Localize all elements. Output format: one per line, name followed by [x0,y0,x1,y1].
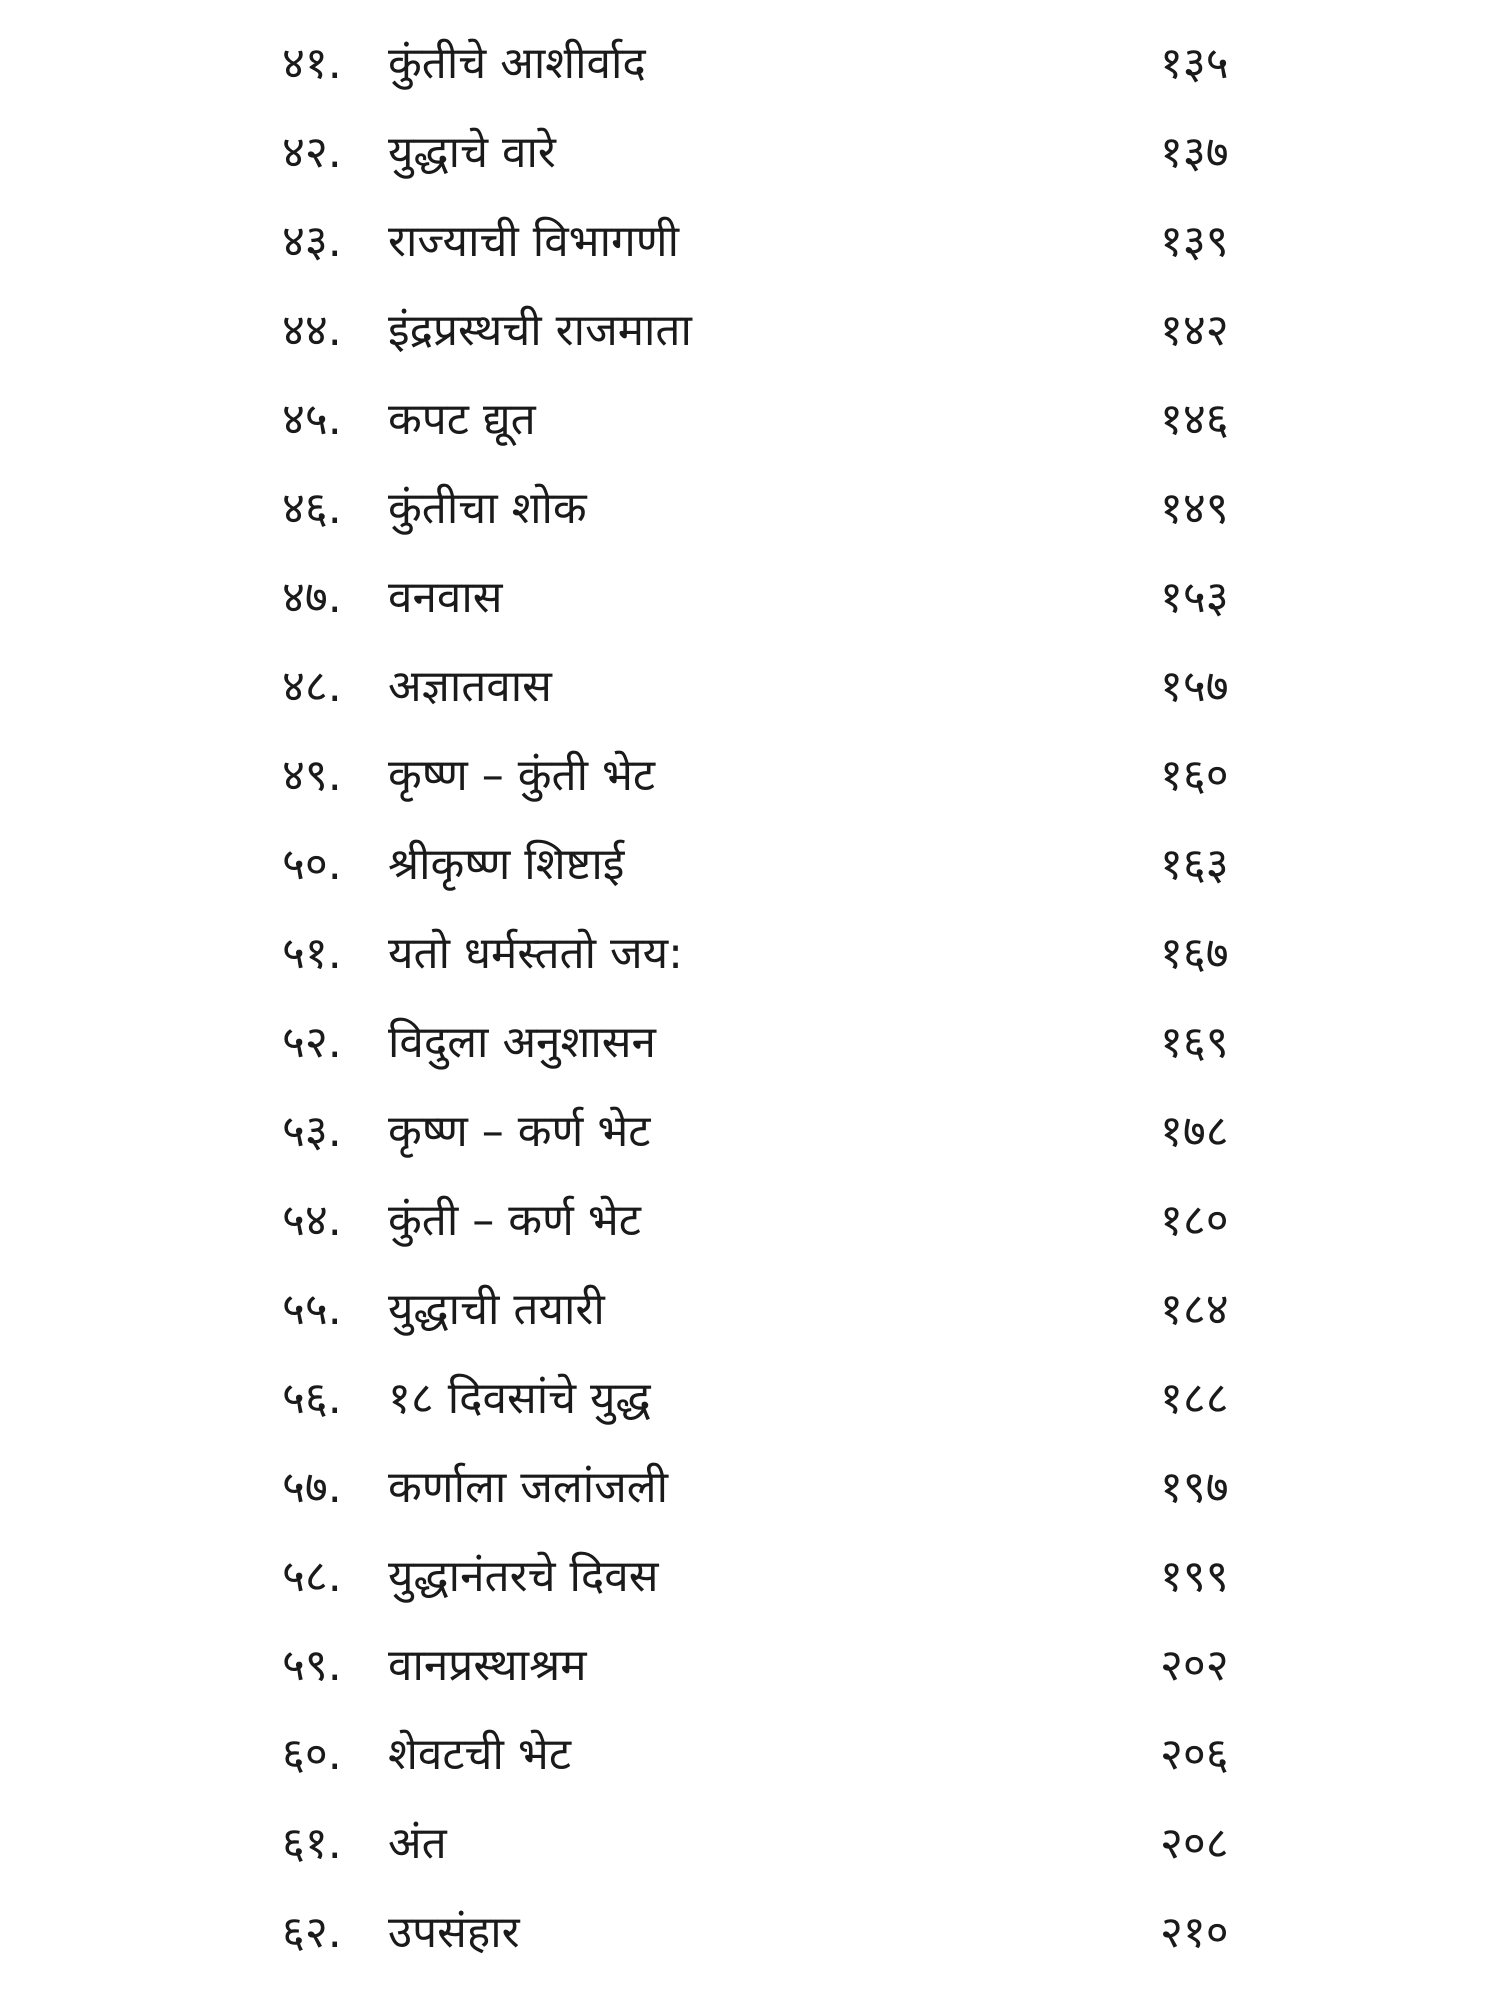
chapter-number: ४७. [282,572,342,623]
chapter-title: युद्धानंतरचे दिवस [388,1551,659,1602]
toc-entry [0,198,1500,287]
toc-entry [0,1444,1500,1533]
toc-entry [0,1355,1500,1444]
page-number: २०८ [1160,1818,1229,1869]
chapter-number: ४४. [282,305,342,356]
page-number: १५७ [1160,661,1229,712]
chapter-title: कुंतीचे आशीर्वाद [388,38,646,89]
chapter-title: कर्णाला जलांजली [388,1462,668,1513]
page-number: १६७ [1160,928,1229,979]
toc-entry [0,643,1500,732]
toc-entry [0,1889,1500,1978]
chapter-title: कपट द्यूत [388,394,536,445]
page-number: १८४ [1160,1284,1229,1335]
chapter-title: वानप्रस्थाश्रम [388,1640,587,1691]
chapter-title: कुंतीचा शोक [388,483,587,534]
page-number: १३७ [1160,127,1229,178]
chapter-title: अंत [388,1818,447,1869]
page-number: १३५ [1160,38,1229,89]
chapter-number: ४५. [282,394,342,445]
chapter-title: कुंती – कर्ण भेट [388,1195,641,1246]
toc-entry [0,1622,1500,1711]
page-number: २१० [1160,1907,1229,1958]
chapter-number: ५१. [282,928,342,979]
page-number: १४९ [1160,483,1229,534]
chapter-title: विदुला अनुशासन [388,1017,656,1068]
toc-entry [0,821,1500,910]
page-number: १९७ [1160,1462,1229,1513]
chapter-number: ६१. [282,1818,342,1869]
toc-entry [0,1533,1500,1622]
page-number: २०२ [1160,1640,1229,1691]
toc-entry [0,1177,1500,1266]
chapter-title: शेवटची भेट [388,1729,571,1780]
chapter-number: ६२. [282,1907,342,1958]
page-number: १८० [1160,1195,1229,1246]
page-number: १६३ [1160,839,1229,890]
toc-entry [0,287,1500,376]
chapter-number: ४३. [282,216,342,267]
chapter-title: यतो धर्मस्ततो जय: [388,928,684,979]
page-number: १७८ [1160,1106,1229,1157]
page-number: १९९ [1160,1551,1229,1602]
chapter-number: ६०. [282,1729,342,1780]
chapter-number: ५५. [282,1284,342,1335]
chapter-title: इंद्रप्रस्थची राजमाता [388,305,692,356]
chapter-number: ५३. [282,1106,342,1157]
toc-entry [0,1266,1500,1355]
chapter-title: कृष्ण – कर्ण भेट [388,1106,651,1157]
toc-entry [0,910,1500,999]
toc-entry [0,376,1500,465]
toc-entry [0,109,1500,198]
chapter-number: ४१. [282,38,342,89]
chapter-number: ५४. [282,1195,342,1246]
toc-entry [0,1800,1500,1889]
toc-entry [0,732,1500,821]
chapter-title: युद्धाचे वारे [388,127,556,178]
chapter-title: उपसंहार [388,1907,520,1958]
page-number: १४६ [1160,394,1229,445]
chapter-number: ४९. [282,750,342,801]
chapter-number: ५०. [282,839,342,890]
chapter-title: श्रीकृष्ण शिष्टाई [388,839,625,890]
page-number: २०६ [1160,1729,1229,1780]
page-number: १६९ [1160,1017,1229,1068]
toc-entry [0,465,1500,554]
toc-entry [0,999,1500,1088]
chapter-title: १८ दिवसांचे युद्ध [388,1373,651,1424]
chapter-number: ४२. [282,127,342,178]
chapter-title: अज्ञातवास [388,661,552,712]
chapter-title: वनवास [388,572,503,623]
chapter-number: ४६. [282,483,342,534]
toc-entry [0,1711,1500,1800]
chapter-number: ५८. [282,1551,342,1602]
page-number: १४२ [1160,305,1229,356]
chapter-number: ५६. [282,1373,342,1424]
chapter-number: ५२. [282,1017,342,1068]
chapter-number: ४८. [282,661,342,712]
toc-entry [0,1088,1500,1177]
chapter-title: युद्धाची तयारी [388,1284,605,1335]
toc-entry [0,20,1500,109]
chapter-title: कृष्ण – कुंती भेट [388,750,656,801]
chapter-title: राज्याची विभागणी [388,216,679,267]
table-of-contents [0,20,1500,1980]
toc-entry [0,554,1500,643]
page-number: १६० [1160,750,1229,801]
page-number: १३९ [1160,216,1229,267]
page-number: १८८ [1160,1373,1229,1424]
page-number: १५३ [1160,572,1229,623]
chapter-number: ५७. [282,1462,342,1513]
chapter-number: ५९. [282,1640,342,1691]
